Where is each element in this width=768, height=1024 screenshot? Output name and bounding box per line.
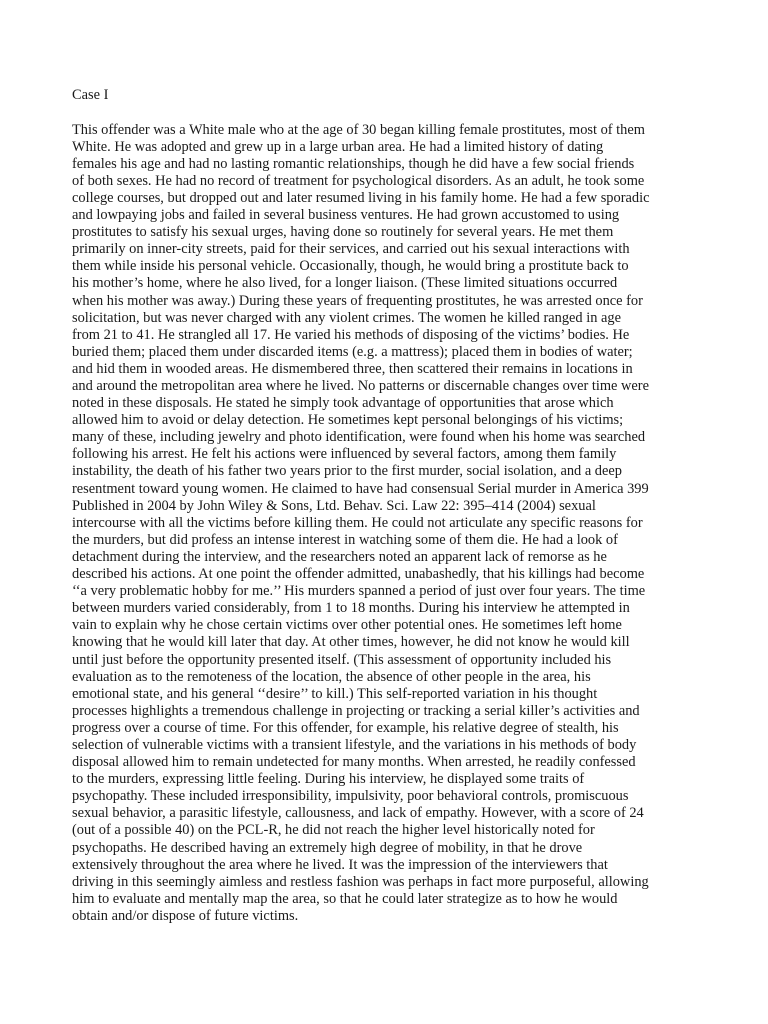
paragraph-line: the murders, but did profess an intense interest in watching some of them die. He had a look of: [72, 531, 618, 548]
paragraph-line: driving in this seemingly aimless and restless fashion was perhaps in fact more purposeful, allowing: [72, 873, 649, 890]
case-paragraph: [72, 122, 712, 925]
paragraph-line: college courses, but dropped out and later resumed living in his family home. He had a few sporadic: [72, 189, 650, 206]
paragraph-line: (out of a possible 40) on the PCL-R, he did not reach the higher level historically noted for: [72, 822, 595, 839]
paragraph-line: and hid them in wooded areas. He dismembered three, then scattered their remains in locations in: [72, 360, 633, 377]
paragraph-line: following his arrest. He felt his actions were influenced by several factors, among them family: [72, 446, 617, 463]
paragraph-line: progress over a course of time. For this offender, for example, his relative degree of stealth, his: [72, 719, 619, 736]
paragraph-line: disposal allowed him to remain undetected for many months. When arrested, he readily confessed: [72, 754, 636, 771]
paragraph-line: to the murders, expressing little feeling. During his interview, he displayed some traits of: [72, 771, 585, 788]
paragraph-line: obtain and/or dispose of future victims.: [72, 907, 299, 924]
paragraph-line: sexual behavior, a parasitic lifestyle, callousness, and lack of empathy. However, with a score of 24: [72, 805, 644, 822]
paragraph-line: intercourse with all the victims before killing them. He could not articulate any specific reasons for: [72, 514, 643, 531]
paragraph-line: Published in 2004 by John Wiley & Sons, Ltd. Behav. Sci. Law 22: 395–414 (2004) sexual: [72, 497, 596, 514]
paragraph-line: buried them; placed them under discarded items (e.g. a mattress); placed them in bodies of water;: [72, 343, 633, 360]
case-title: Case I: [72, 87, 109, 103]
paragraph-line: prostitutes to satisfy his sexual urges, having done so routinely for several years. He met them: [72, 224, 614, 241]
paragraph-line: many of these, including jewelry and photo identification, were found when his home was searched: [72, 429, 646, 446]
paragraph-line: resentment toward young women. He claimed to have had consensual Serial murder in America 399: [72, 480, 649, 497]
paragraph-line: them while inside his personal vehicle. Occasionally, though, he would bring a prostitute back to: [72, 258, 629, 275]
paragraph-line: of both sexes. He had no record of treatment for psychological disorders. As an adult, he took some: [72, 172, 645, 189]
paragraph-line: him to evaluate and mentally map the area, so that he could later strategize as to how he would: [72, 890, 618, 907]
paragraph-line: ‘‘a very problematic hobby for me.’’ His murders spanned a period of just over four years. The time: [72, 583, 646, 600]
paragraph-line: White. He was adopted and grew up in a large urban area. He had a limited history of dating: [72, 138, 604, 155]
paragraph-line: and around the metropolitan area where he lived. No patterns or discernable changes over time were: [72, 378, 649, 394]
paragraph-line: until just before the opportunity presented itself. (This assessment of opportunity included his: [72, 651, 612, 668]
paragraph-line: extensively throughout the area where he lived. It was the impression of the interviewers that: [72, 856, 608, 873]
paragraph-line: described his actions. At one point the offender admitted, unabashedly, that his killings had become: [72, 566, 645, 583]
paragraph-line: from 21 to 41. He strangled all 17. He varied his methods of disposing of the victims’ bodies. He: [72, 326, 630, 343]
paragraph-line: allowed him to avoid or delay detection. He sometimes kept personal belongings of his victims;: [72, 412, 624, 429]
document-body: [72, 87, 712, 925]
paragraph-line: his mother’s home, where he also lived, for a longer liaison. (These limited situations occurred: [72, 275, 618, 292]
paragraph-line: solicitation, but was never charged with any violent crimes. The women he killed ranged in age: [72, 309, 621, 326]
paragraph-line: noted in these disposals. He stated he simply took advantage of opportunities that arose which: [72, 395, 614, 412]
paragraph-line: females his age and had no lasting romantic relationships, though he did have a few social friends: [72, 155, 635, 172]
paragraph-line: knowing that he would kill later that day. At other times, however, he did not know he would kill: [72, 634, 630, 651]
paragraph-line: processes highlights a tremendous challenge in projecting or tracking a serial killer’s activities and: [72, 702, 640, 719]
paragraph-line: primarily on inner-city streets, paid for their services, and carried out his sexual interactions with: [72, 241, 630, 258]
paragraph-line: when his mother was away.) During these years of frequenting prostitutes, he was arrested once for: [72, 292, 643, 309]
paragraph-line: This offender was a White male who at the age of 30 began killing female prostitutes, most of them: [72, 121, 645, 138]
paragraph-line: selection of vulnerable victims with a transient lifestyle, and the variations in his methods of body: [72, 736, 637, 753]
paragraph-line: instability, the death of his father two years prior to the first murder, social isolation, and a deep: [72, 463, 622, 480]
paragraph-line: psychopathy. These included irresponsibility, impulsivity, poor behavioral controls, promiscuous: [72, 788, 629, 805]
paragraph-line: detachment during the interview, and the researchers noted an apparent lack of remorse as he: [72, 548, 607, 565]
paragraph-line: emotional state, and his general ‘‘desire’’ to kill.) This self-reported variation in his thought: [72, 685, 598, 702]
paragraph-line: vain to explain why he chose certain victims over other potential ones. He sometimes left home: [72, 617, 622, 634]
paragraph-line: psychopaths. He described having an extremely high degree of mobility, in that he drove: [72, 839, 583, 856]
paragraph-line: and lowpaying jobs and failed in several business ventures. He had grown accustomed to using: [72, 207, 620, 224]
paragraph-line: between murders varied considerably, from 1 to 18 months. During his interview he attempted in: [72, 600, 630, 617]
paragraph-line: evaluation as to the remoteness of the location, the absence of other people in the area, his: [72, 668, 591, 685]
